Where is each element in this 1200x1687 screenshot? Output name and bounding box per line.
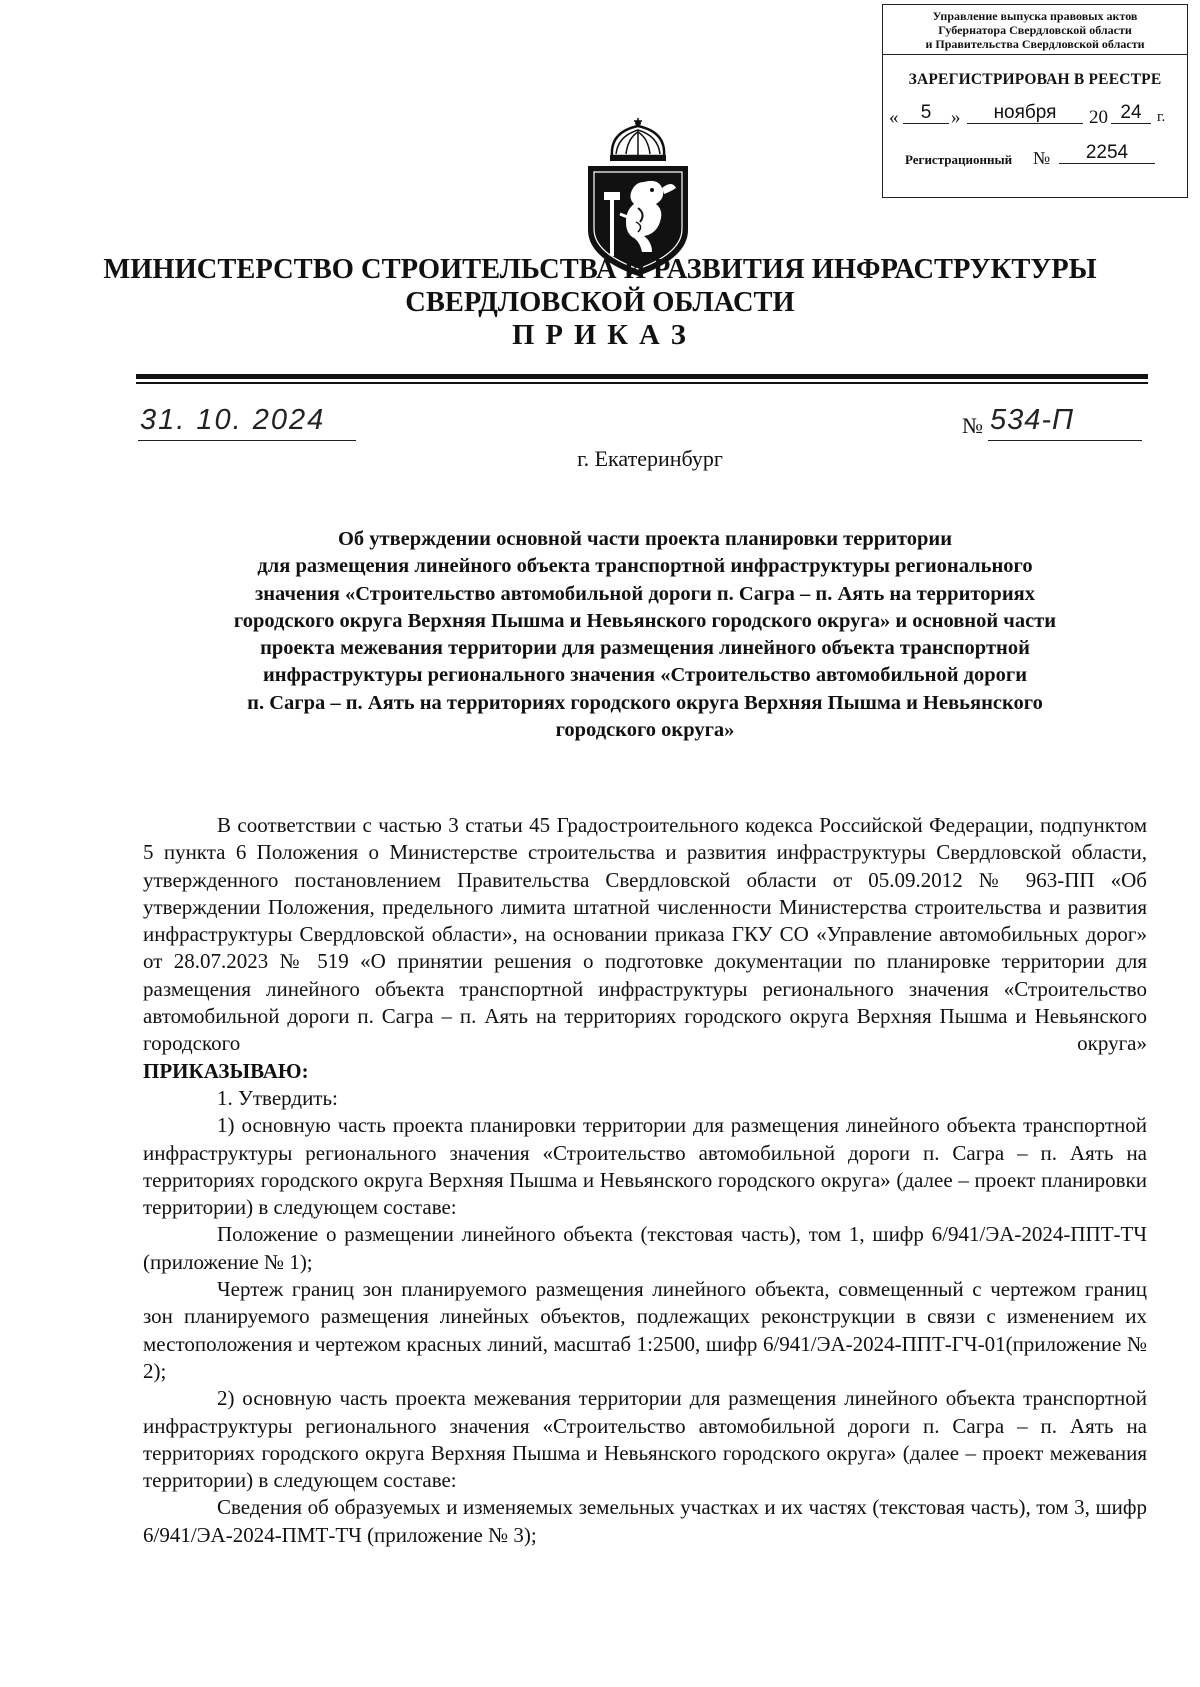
stamp-day-field [903,103,949,124]
order-number: 534-П [990,404,1075,436]
stamp-authority-line: Управление выпуска правовых актов [932,9,1138,23]
stamp-year-suffix: 24 [1120,102,1142,123]
order-date: 31. 10. 2024 [140,404,326,436]
subject-line: для размещения линейного объекта транспортной инфраструктуры регионального [257,555,1033,578]
stamp-authority [883,5,1187,55]
stamp-open-quote: « [889,107,899,128]
header-rule-thick [136,374,1148,379]
item-1-2: 2) основную часть проекта межевания территории для размещения линейного объекта транспортной инфраструктуры регионального значения «Строительство автомобильной дороги п. Сагра – п. Аять на территориях городского округа Верхняя Пышма и Невьянского городского округа» (далее – проект межевания территории) в следующем составе: [143,1386,1147,1493]
order-city: г. Екатеринбург [577,446,723,471]
subject-line: значения «Строительство автомобильной дороги п. Сагра – п. Аять на территориях [254,582,1035,605]
order-number-underline [988,440,1142,441]
stamp-month-field [967,103,1083,124]
item-1: 1. Утвердить: [217,1085,338,1110]
document-type: П Р И К А З [512,320,688,351]
stamp-close-quote: » [951,107,961,128]
order-date-underline [138,440,356,441]
item-1-2-a: Сведения об образуемых и изменяемых земельных участках и их частях (текстовая часть), том 3, шифр 6/941/ЭА-2024-ПМТ-ТЧ (приложение № 3); [143,1495,1147,1547]
item-1-1-a: Положение о размещении линейного объекта (текстовая часть), том 1, шифр 6/941/ЭА-2024-ППТ-ТЧ (приложение № 1); [143,1222,1147,1274]
stamp-number-row [883,143,1187,173]
stamp-registered-label: ЗАРЕГИСТРИРОВАН В РЕЕСТРЕ [908,71,1162,88]
ministry-name-line2: СВЕРДЛОВСКОЙ ОБЛАСТИ [405,287,795,318]
order-number-label: № [962,413,983,438]
stamp-no-sign: № [1033,148,1051,168]
stamp-month: ноября [993,102,1057,123]
subject-line: проекта межевания территории для размещения линейного объекта транспортной [260,637,1030,660]
stamp-reg-number-field [1059,143,1155,164]
stamp-authority-line: и Правительства Свердловской области [925,37,1145,51]
subject-line: инфраструктуры регионального значения «Строительство автомобильной дороги [262,664,1028,687]
subject-line: городского округа» [555,719,735,742]
registration-stamp [882,4,1188,198]
stamp-year-field [1111,103,1151,124]
subject-line: Об утверждении основной части проекта планировки территории [337,528,953,550]
stamp-reg-number: 2254 [1085,142,1129,163]
stamp-day: 5 [920,102,932,123]
stamp-year-prefix: 20 [1089,107,1108,128]
order-subject [140,526,1150,744]
header-rule-thin [136,382,1148,384]
order-body [143,812,1147,1549]
stamp-year-mark: г. [1157,109,1166,125]
subject-line: городского округа Верхняя Пышма и Невьянского городского округа» и основной части [233,609,1057,632]
stamp-authority-line: Губернатора Свердловской области [938,23,1132,37]
subject-line: п. Сагра – п. Аять на территориях городского округа Верхняя Пышма и Невьянского [247,691,1043,714]
item-1-1: 1) основную часть проекта планировки территории для размещения линейного объекта транспортной инфраструктуры регионального значения «Строительство автомобильной дороги п. Сагра – п. Аять на территориях городского округа Верхняя Пышма и Невьянского городского округа» (далее – проект планировки территории) в следующем составе: [143,1113,1147,1220]
order-word: ПРИКАЗЫВАЮ: [143,1058,309,1083]
item-1-1-b: Чертеж границ зон планируемого размещения линейного объекта, совмещенный с чертежом границ зон планируемого размещения линейных объектов, подлежащих реконструкции в связи с изменением их местоположения и чертежом красных линий, масштаб 1:2500, шифр 6/941/ЭА-2024-ППТ-ГЧ-01(приложение № 2); [143,1277,1147,1383]
stamp-reg-label: Регистрационный [905,152,1013,167]
preamble-paragraph: В соответствии с частью 3 статьи 45 Градостроительного кодекса Российской Федерации, подпунктом 5 пункта 6 Положения о Министерстве строительства и развития инфраструктуры Свердловской области, утвержденного постановлением Правительства Свердловской области от 05.09.2012 № 963-ПП «Об утверждении Положения, предельного лимита штатной численности Министерства строительства и развития инфраструктуры Свердловской области», на основании приказа ГКУ СО «Управление автомобильных дорог» от 28.07.2023 № 519 «О принятии решения о подготовке документации по планировке территории для размещения линейного объекта транспортной инфраструктуры регионального значения «Строительство автомобильной дороги п. Сагра – п. Аять на территориях городского округа Верхняя Пышма и Невьянского городского округа» [143,813,1147,1056]
ministry-name-line1: МИНИСТЕРСТВО СТРОИТЕЛЬСТВА И РАЗВИТИЯ ИНФРАСТРУКТУРЫ [103,254,1097,285]
stamp-date-row [883,103,1187,133]
